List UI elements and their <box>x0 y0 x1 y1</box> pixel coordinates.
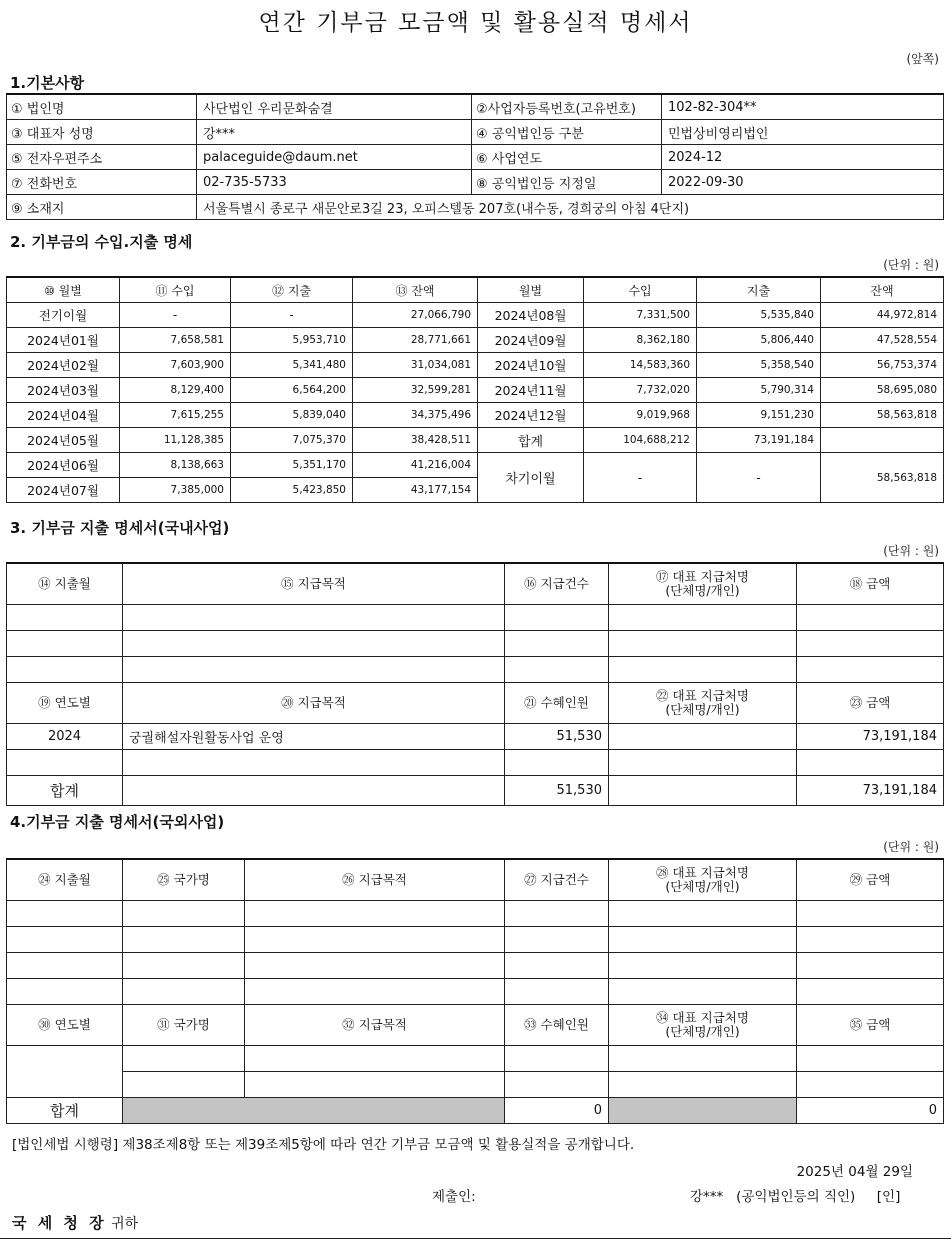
overseas-expense-table <box>6 858 944 1124</box>
domestic-header-row-a <box>7 563 944 605</box>
col-payee: ㉞ 대표 지급처명 (단체명/개인) <box>609 1005 797 1046</box>
month-cell: 2024년11월 <box>478 378 584 403</box>
total-purpose <box>123 776 505 806</box>
col-amount: ㉟ 금액 <box>797 1005 944 1046</box>
col-month: ⑩ 월별 <box>7 277 120 303</box>
overseas-header-row-b <box>7 1005 944 1046</box>
expense-cell: 5,423,850 <box>231 478 353 503</box>
basic-info-table <box>6 93 944 220</box>
table-row <box>7 353 944 378</box>
income-cell: 7,615,255 <box>120 403 231 428</box>
col-income: ⑪ 수입 <box>120 277 231 303</box>
addressee <box>12 1212 138 1233</box>
balance-cell: 28,771,661 <box>353 328 478 353</box>
col-year: ㉚ 연도별 <box>7 1005 123 1046</box>
income-cell: 8,138,663 <box>120 453 231 478</box>
year-cell: 2024 <box>7 724 123 750</box>
month-cell: 2024년06월 <box>7 453 120 478</box>
income-cell: - <box>120 303 231 328</box>
table-row <box>7 403 944 428</box>
submitter-signature: 강*** (공익법인등의 직인) [인] <box>690 1189 901 1205</box>
col-beneficiaries: ㉑ 수혜인원 <box>505 683 609 724</box>
section2-unit: (단위 : 원) <box>883 258 939 272</box>
income-cell: 7,331,500 <box>584 303 697 328</box>
table-row <box>7 953 944 979</box>
biz-reg-value: 102-82-304** <box>662 94 944 120</box>
domestic-expense-table <box>6 562 944 806</box>
expense-cell: 6,564,200 <box>231 378 353 403</box>
expense-cell: 5,839,040 <box>231 403 353 428</box>
col-amount: ⑱ 금액 <box>797 563 944 605</box>
month-cell: 2024년10월 <box>478 353 584 378</box>
address-value: 서울특별시 종로구 새문안로3길 23, 오피스텔동 207호(내수동, 경희궁의 아침 4단지) <box>197 195 944 220</box>
col-expense-month: ㉔ 지출월 <box>7 859 123 901</box>
expense-cell: 5,790,314 <box>697 378 821 403</box>
col-expense-month: ⑭ 지출월 <box>7 563 123 605</box>
month-cell: 2024년04월 <box>7 403 120 428</box>
section3-title: 3. 기부금 지출 명세서(국내사업) <box>10 519 230 537</box>
corp-type-value: 민법상비영리법인 <box>662 120 944 145</box>
basic-row <box>7 145 944 170</box>
income-cell: 8,362,180 <box>584 328 697 353</box>
front-side-note: (앞쪽) <box>906 52 939 66</box>
domestic-total-row <box>7 776 944 806</box>
total-label: 합계 <box>7 1098 123 1124</box>
table-row <box>7 605 944 631</box>
total-count: 0 <box>505 1098 609 1124</box>
total-balance-cell <box>821 428 944 453</box>
carry-forward-expense: - <box>697 453 821 503</box>
balance-cell: 41,216,004 <box>353 453 478 478</box>
table-row <box>7 927 944 953</box>
overseas-total-row <box>7 1098 944 1124</box>
income-cell: 11,128,385 <box>120 428 231 453</box>
corp-name-label: ① 법인명 <box>7 94 197 120</box>
col-expense: ⑫ 지출 <box>231 277 353 303</box>
expense-cell: - <box>231 303 353 328</box>
col-balance: ⑬ 잔액 <box>353 277 478 303</box>
month-cell: 2024년09월 <box>478 328 584 353</box>
table-row <box>7 901 944 927</box>
purpose-cell: 궁궐해설자원활동사업 운영 <box>123 724 505 750</box>
table-row <box>7 378 944 403</box>
balance-cell: 27,066,790 <box>353 303 478 328</box>
total-expense-cell: 73,191,184 <box>697 428 821 453</box>
table-row <box>7 1072 944 1098</box>
addressee-suffix: 귀하 <box>111 1216 139 1232</box>
beneficiaries-cell: 51,530 <box>505 724 609 750</box>
col-income-2: 수입 <box>584 277 697 303</box>
total-label: 합계 <box>7 776 123 806</box>
fiscal-year-label: ⑥ 사업연도 <box>472 145 662 170</box>
col-payee: ㉒ 대표 지급처명 (단체명/개인) <box>609 683 797 724</box>
total-amount: 73,191,184 <box>797 776 944 806</box>
payee-cell <box>609 724 797 750</box>
address-label: ⑨ 소재지 <box>7 195 197 220</box>
table-row <box>7 657 944 683</box>
table-row <box>7 453 944 478</box>
designation-date-label: ⑧ 공익법인등 지정일 <box>472 170 662 195</box>
document-title: 연간 기부금 모금액 및 활용실적 명세서 <box>258 10 693 36</box>
income-cell: 8,129,400 <box>120 378 231 403</box>
phone-label: ⑦ 전화번호 <box>7 170 197 195</box>
balance-cell: 43,177,154 <box>353 478 478 503</box>
col-payment-purpose: ⑮ 지급목적 <box>123 563 505 605</box>
table-row <box>7 328 944 353</box>
bottom-divider <box>0 1238 951 1239</box>
col-month-2: 월별 <box>478 277 584 303</box>
expense-cell: 5,341,480 <box>231 353 353 378</box>
balance-cell: 44,972,814 <box>821 303 944 328</box>
submitter-label: 제출인: <box>432 1189 476 1205</box>
basic-row <box>7 195 944 220</box>
total-payee <box>609 776 797 806</box>
col-payment-purpose: ⑳ 지급목적 <box>123 683 505 724</box>
rep-name-value: 강*** <box>197 120 472 145</box>
email-label: ⑤ 전자우편주소 <box>7 145 197 170</box>
month-cell: 2024년08월 <box>478 303 584 328</box>
purpose-cell <box>123 750 505 776</box>
balance-cell: 58,695,080 <box>821 378 944 403</box>
total-amount: 0 <box>797 1098 944 1124</box>
amount-cell <box>797 750 944 776</box>
income-cell: 7,732,020 <box>584 378 697 403</box>
income-cell: 7,603,900 <box>120 353 231 378</box>
table-row <box>7 631 944 657</box>
total-label-cell: 합계 <box>478 428 584 453</box>
col-year: ⑲ 연도별 <box>7 683 123 724</box>
rep-name-label: ③ 대표자 성명 <box>7 120 197 145</box>
balance-cell: 32,599,281 <box>353 378 478 403</box>
carry-forward-income: - <box>584 453 697 503</box>
addressee-name: 국 세 청 장 <box>12 1214 107 1232</box>
col-expense-2: 지출 <box>697 277 821 303</box>
col-balance-2: 잔액 <box>821 277 944 303</box>
col-payee: ㉘ 대표 지급처명 (단체명/개인) <box>609 859 797 901</box>
income-cell: 9,019,968 <box>584 403 697 428</box>
overseas-header-row-a <box>7 859 944 901</box>
balance-cell: 47,528,554 <box>821 328 944 353</box>
balance-cell: 31,034,081 <box>353 353 478 378</box>
carry-forward-label: 차기이월 <box>478 453 584 503</box>
col-payment-count: ⑯ 지급건수 <box>505 563 609 605</box>
total-income-cell: 104,688,212 <box>584 428 697 453</box>
col-amount: ㉓ 금액 <box>797 683 944 724</box>
expense-cell: 9,151,230 <box>697 403 821 428</box>
fiscal-year-value: 2024-12 <box>662 145 944 170</box>
basic-row <box>7 120 944 145</box>
beneficiaries-cell <box>505 750 609 776</box>
month-cell: 2024년05월 <box>7 428 120 453</box>
month-cell: 전기이월 <box>7 303 120 328</box>
table-row <box>7 724 944 750</box>
expense-cell: 5,953,710 <box>231 328 353 353</box>
col-payment-count: ㉗ 지급건수 <box>505 859 609 901</box>
domestic-header-row-b <box>7 683 944 724</box>
email-value: palaceguide@daum.net <box>197 145 472 170</box>
section2-title: 2. 기부금의 수입.지출 명세 <box>10 233 193 251</box>
balance-cell: 34,375,496 <box>353 403 478 428</box>
total-gray-block <box>123 1098 505 1124</box>
expense-cell: 5,535,840 <box>697 303 821 328</box>
balance-cell: 56,753,374 <box>821 353 944 378</box>
amount-cell: 73,191,184 <box>797 724 944 750</box>
section1-title: 1.기본사항 <box>10 74 85 92</box>
corp-name-value: 사단법인 우리문화숨결 <box>197 94 472 120</box>
income-cell: 7,658,581 <box>120 328 231 353</box>
basic-row <box>7 94 944 120</box>
income-expense-table <box>6 276 944 503</box>
table-row <box>7 303 944 328</box>
income-cell: 7,385,000 <box>120 478 231 503</box>
balance-cell: 38,428,511 <box>353 428 478 453</box>
col-payment-purpose: ㉜ 지급목적 <box>245 1005 505 1046</box>
month-cell: 2024년02월 <box>7 353 120 378</box>
year-cell <box>7 750 123 776</box>
month-cell: 2024년01월 <box>7 328 120 353</box>
month-cell: 2024년07월 <box>7 478 120 503</box>
section4-unit: (단위 : 원) <box>883 840 939 854</box>
expense-cell: 5,358,540 <box>697 353 821 378</box>
corp-type-label: ④ 공익법인등 구분 <box>472 120 662 145</box>
section3-unit: (단위 : 원) <box>883 544 939 558</box>
month-cell: 2024년12월 <box>478 403 584 428</box>
submit-date: 2025년 04월 29일 <box>796 1164 913 1180</box>
carry-forward-balance: 58,563,818 <box>821 453 944 503</box>
table-row <box>7 750 944 776</box>
total-beneficiaries: 51,530 <box>505 776 609 806</box>
basic-row <box>7 170 944 195</box>
phone-value: 02-735-5733 <box>197 170 472 195</box>
col-country: ㉛ 국가명 <box>123 1005 245 1046</box>
expense-cell: 7,075,370 <box>231 428 353 453</box>
col-payment-purpose: ㉖ 지급목적 <box>245 859 505 901</box>
col-country: ㉕ 국가명 <box>123 859 245 901</box>
designation-date-value: 2022-09-30 <box>662 170 944 195</box>
balance-cell: 58,563,818 <box>821 403 944 428</box>
col-payee: ⑰ 대표 지급처명 (단체명/개인) <box>609 563 797 605</box>
section4-title: 4.기부금 지출 명세서(국외사업) <box>10 813 225 831</box>
table-row <box>7 979 944 1005</box>
col-beneficiaries: ㉝ 수혜인원 <box>505 1005 609 1046</box>
payee-cell <box>609 750 797 776</box>
expense-cell: 5,351,170 <box>231 453 353 478</box>
income-cell: 14,583,360 <box>584 353 697 378</box>
income-expense-header-row <box>7 277 944 303</box>
col-amount: ㉙ 금액 <box>797 859 944 901</box>
total-gray-payee <box>609 1098 797 1124</box>
month-cell: 2024년03월 <box>7 378 120 403</box>
table-row <box>7 1046 944 1072</box>
table-row <box>7 428 944 453</box>
legal-statement: [법인세법 시행령] 제38조제8항 또는 제39조제5항에 따라 연간 기부금 모금액 및 활용실적을 공개합니다. <box>12 1137 635 1153</box>
expense-cell: 5,806,440 <box>697 328 821 353</box>
biz-reg-label: ②사업자등록번호(고유번호) <box>472 94 662 120</box>
